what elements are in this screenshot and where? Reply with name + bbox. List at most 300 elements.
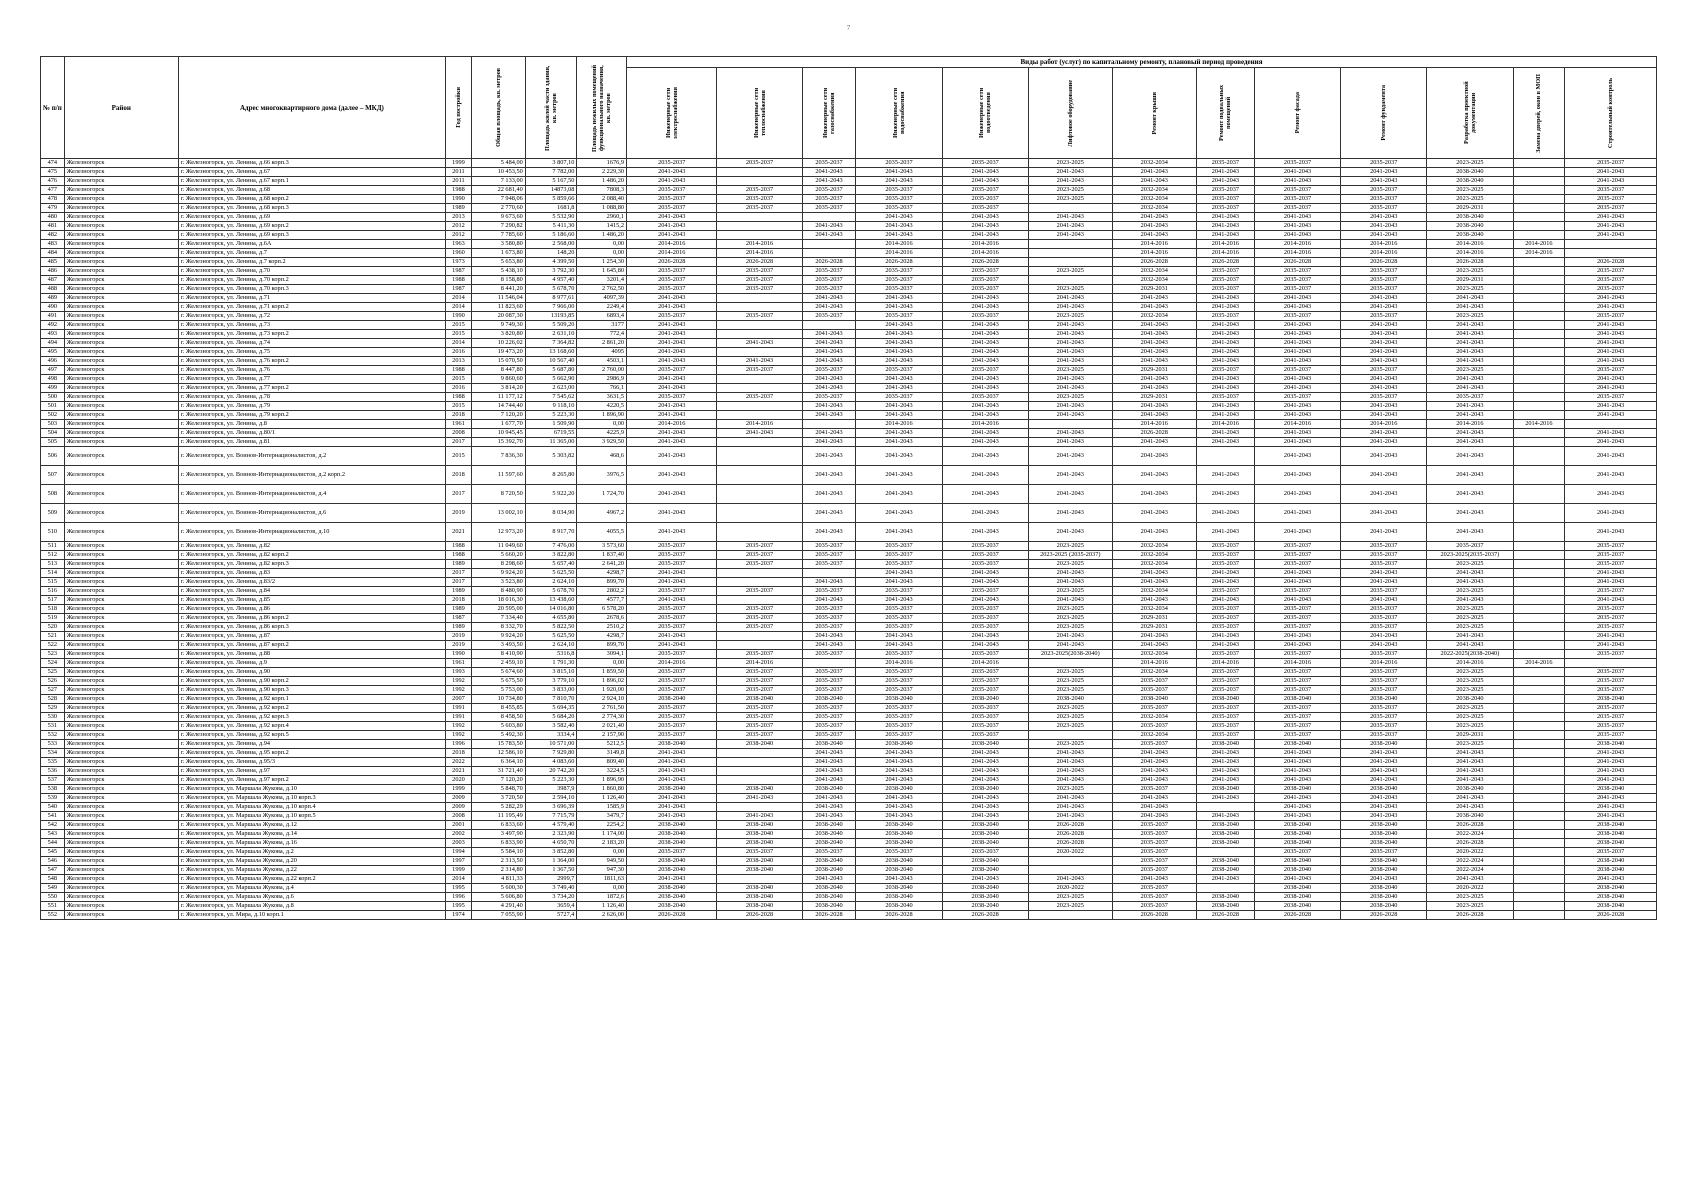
cell-nonres-area: 4298,7 xyxy=(577,632,627,641)
header-work-2: Инженерные сети газоснабжения xyxy=(802,68,856,159)
cell-work-1 xyxy=(717,569,802,578)
cell-work-7: 2041-2043 xyxy=(1196,339,1254,348)
cell-work-1: 2035-2037 xyxy=(717,285,802,294)
cell-year: 2016 xyxy=(446,384,472,393)
cell-no: 489 xyxy=(41,294,65,303)
cell-address: г. Железногорск, ул. Маршала Жукова, д.10 корп.5 xyxy=(178,812,445,821)
cell-work-5: 2023-2025 xyxy=(1028,677,1112,686)
cell-work-7: 2041-2043 xyxy=(1196,402,1254,411)
cell-work-3: 2038-2040 xyxy=(856,785,942,794)
cell-work-10: 2041-2043 xyxy=(1427,429,1513,438)
cell-work-1 xyxy=(717,330,802,339)
cell-address: г. Железногорск, ул. Ленина, д.7 корп.2 xyxy=(178,258,445,267)
cell-no: 532 xyxy=(41,731,65,740)
cell-work-8: 2035-2037 xyxy=(1254,204,1340,213)
cell-work-3: 2026-2028 xyxy=(856,911,942,920)
cell-work-6: 2029-2031 xyxy=(1112,285,1196,294)
cell-work-5: 2041-2043 xyxy=(1028,812,1112,821)
cell-work-6: 2014-2016 xyxy=(1112,420,1196,429)
cell-nonres-area: 3 929,50 xyxy=(577,438,627,447)
cell-living-area: 6719,55 xyxy=(525,429,577,438)
cell-work-10: 2041-2043 xyxy=(1427,294,1513,303)
cell-work-2: 2041-2043 xyxy=(802,803,856,812)
cell-nonres-area: 1676,9 xyxy=(577,159,627,168)
cell-total-area: 8 158,80 xyxy=(471,276,525,285)
cell-work-12: 2035-2037 xyxy=(1565,686,1657,695)
cell-nonres-area: 0,00 xyxy=(577,240,627,249)
cell-work-9: 2035-2037 xyxy=(1341,668,1427,677)
cell-work-5: 2038-2040 xyxy=(1028,695,1112,704)
cell-work-4: 2038-2040 xyxy=(942,695,1028,704)
cell-work-3: 2038-2040 xyxy=(856,902,942,911)
cell-work-4: 2035-2037 xyxy=(942,587,1028,596)
cell-work-10: 2023-2025 xyxy=(1427,668,1513,677)
cell-total-area: 22 681,40 xyxy=(471,186,525,195)
cell-district: Железногорск xyxy=(64,330,178,339)
table-row xyxy=(41,240,1657,249)
cell-work-12: 2038-2040 xyxy=(1565,740,1657,749)
cell-work-0: 2035-2037 xyxy=(627,195,717,204)
cell-work-7: 2041-2043 xyxy=(1196,411,1254,420)
cell-work-1: 2035-2037 xyxy=(717,186,802,195)
cell-work-2 xyxy=(802,249,856,258)
cell-district: Железногорск xyxy=(64,357,178,366)
cell-work-5: 2041-2043 xyxy=(1028,339,1112,348)
cell-work-8: 2038-2040 xyxy=(1254,821,1340,830)
cell-work-10: 2023-2025 xyxy=(1427,713,1513,722)
cell-living-area: 5 922,20 xyxy=(525,485,577,504)
cell-nonres-area: 1 896,90 xyxy=(577,411,627,420)
cell-district: Железногорск xyxy=(64,411,178,420)
cell-work-7: 2035-2037 xyxy=(1196,542,1254,551)
cell-work-9: 2014-2016 xyxy=(1341,240,1427,249)
cell-work-6: 2041-2043 xyxy=(1112,330,1196,339)
cell-work-2: 2041-2043 xyxy=(802,812,856,821)
table-row xyxy=(41,285,1657,294)
cell-work-10: 2041-2043 xyxy=(1427,632,1513,641)
cell-nonres-area: 4503,1 xyxy=(577,357,627,366)
table-row xyxy=(41,551,1657,560)
cell-work-8: 2041-2043 xyxy=(1254,330,1340,339)
cell-district: Железногорск xyxy=(64,402,178,411)
cell-nonres-area: 468,6 xyxy=(577,447,627,466)
cell-work-3: 2041-2043 xyxy=(856,485,942,504)
cell-total-area: 5 753,00 xyxy=(471,686,525,695)
cell-work-8: 2035-2037 xyxy=(1254,276,1340,285)
table-row xyxy=(41,812,1657,821)
cell-work-0: 2041-2043 xyxy=(627,641,717,650)
cell-work-4: 2035-2037 xyxy=(942,285,1028,294)
cell-work-5: 2023-2025 xyxy=(1028,713,1112,722)
cell-nonres-area: 5212,5 xyxy=(577,740,627,749)
cell-district: Железногорск xyxy=(64,420,178,429)
cell-work-9: 2014-2016 xyxy=(1341,659,1427,668)
cell-address: г. Железногорск, ул. Ленина, д.92 корп.1 xyxy=(178,695,445,704)
cell-work-7: 2041-2043 xyxy=(1196,767,1254,776)
cell-nonres-area: 3149,8 xyxy=(577,749,627,758)
cell-no: 479 xyxy=(41,204,65,213)
cell-work-1 xyxy=(717,411,802,420)
cell-district: Железногорск xyxy=(64,285,178,294)
cell-year: 1994 xyxy=(446,848,472,857)
cell-work-2: 2041-2043 xyxy=(802,375,856,384)
cell-work-7: 2035-2037 xyxy=(1196,285,1254,294)
cell-work-8: 2035-2037 xyxy=(1254,551,1340,560)
cell-nonres-area: 3224,5 xyxy=(577,767,627,776)
cell-total-area: 12 586,10 xyxy=(471,749,525,758)
cell-work-0: 2014-2016 xyxy=(627,659,717,668)
cell-work-8: 2038-2040 xyxy=(1254,884,1340,893)
cell-work-8: 2041-2043 xyxy=(1254,632,1340,641)
cell-total-area: 3 720,50 xyxy=(471,794,525,803)
cell-work-11 xyxy=(1513,821,1565,830)
cell-work-9: 2035-2037 xyxy=(1341,276,1427,285)
cell-work-12: 2035-2037 xyxy=(1565,614,1657,623)
cell-total-area: 8 458,50 xyxy=(471,713,525,722)
cell-work-11 xyxy=(1513,884,1565,893)
cell-year: 1995 xyxy=(446,884,472,893)
cell-living-area: 5 687,80 xyxy=(525,366,577,375)
cell-work-0: 2041-2043 xyxy=(627,803,717,812)
cell-work-3: 2041-2043 xyxy=(856,357,942,366)
cell-work-7: 2038-2040 xyxy=(1196,866,1254,875)
cell-work-11 xyxy=(1513,740,1565,749)
cell-work-6: 2041-2043 xyxy=(1112,767,1196,776)
cell-work-12: 2035-2037 xyxy=(1565,605,1657,614)
cell-work-4: 2035-2037 xyxy=(942,605,1028,614)
cell-living-area: 5 532,90 xyxy=(525,213,577,222)
cell-living-area: 2 594,10 xyxy=(525,794,577,803)
cell-work-2: 2041-2043 xyxy=(802,632,856,641)
table-row xyxy=(41,623,1657,632)
cell-work-9: 2035-2037 xyxy=(1341,312,1427,321)
cell-work-3: 2035-2037 xyxy=(856,713,942,722)
cell-work-5: 2041-2043 xyxy=(1028,569,1112,578)
cell-no: 547 xyxy=(41,866,65,875)
cell-work-9: 2041-2043 xyxy=(1341,523,1427,542)
table-row xyxy=(41,213,1657,222)
cell-total-area: 15 392,70 xyxy=(471,438,525,447)
table-row xyxy=(41,294,1657,303)
cell-district: Железногорск xyxy=(64,447,178,466)
cell-work-4: 2041-2043 xyxy=(942,641,1028,650)
cell-work-1: 2014-2016 xyxy=(717,420,802,429)
cell-work-9: 2035-2037 xyxy=(1341,623,1427,632)
cell-work-0: 2035-2037 xyxy=(627,366,717,375)
cell-work-12: 2035-2037 xyxy=(1565,677,1657,686)
cell-work-5: 2041-2043 xyxy=(1028,447,1112,466)
cell-district: Железногорск xyxy=(64,429,178,438)
cell-work-2: 2041-2043 xyxy=(802,222,856,231)
cell-work-9: 2041-2043 xyxy=(1341,632,1427,641)
cell-living-area: 5 678,70 xyxy=(525,587,577,596)
cell-work-7 xyxy=(1196,803,1254,812)
cell-work-10: 2038-2040 xyxy=(1427,168,1513,177)
cell-work-7: 2035-2037 xyxy=(1196,686,1254,695)
cell-work-11 xyxy=(1513,848,1565,857)
cell-work-10: 2041-2043 xyxy=(1427,402,1513,411)
cell-no: 500 xyxy=(41,393,65,402)
cell-work-1: 2035-2037 xyxy=(717,605,802,614)
cell-living-area: 2 623,00 xyxy=(525,384,577,393)
cell-work-6: 2041-2043 xyxy=(1112,357,1196,366)
cell-address: г. Железногорск, ул. Ленина, д.87 xyxy=(178,632,445,641)
cell-work-4: 2041-2043 xyxy=(942,875,1028,884)
cell-work-4: 2041-2043 xyxy=(942,375,1028,384)
cell-work-1: 2035-2037 xyxy=(717,587,802,596)
cell-work-6: 2035-2037 xyxy=(1112,686,1196,695)
cell-nonres-area: 1 859,50 xyxy=(577,668,627,677)
cell-address: г. Железногорск, ул. Ленина, д.69 корп.3 xyxy=(178,231,445,240)
cell-no: 548 xyxy=(41,875,65,884)
cell-address: г. Железногорск, ул. Ленина, д.92 корп.3 xyxy=(178,713,445,722)
cell-work-2 xyxy=(802,659,856,668)
cell-living-area: 5 684,20 xyxy=(525,713,577,722)
cell-district: Железногорск xyxy=(64,893,178,902)
cell-work-5: 2041-2043 xyxy=(1028,168,1112,177)
cell-work-3: 2035-2037 xyxy=(856,159,942,168)
cell-work-12: 2035-2037 xyxy=(1565,551,1657,560)
cell-work-6: 2041-2043 xyxy=(1112,222,1196,231)
cell-work-5 xyxy=(1028,731,1112,740)
cell-work-2 xyxy=(802,213,856,222)
cell-total-area: 5 848,70 xyxy=(471,785,525,794)
cell-work-6: 2032-2034 xyxy=(1112,186,1196,195)
cell-work-9: 2035-2037 xyxy=(1341,650,1427,659)
cell-work-6: 2026-2028 xyxy=(1112,258,1196,267)
cell-work-5: 2023-2025 xyxy=(1028,312,1112,321)
cell-nonres-area: 2 762,50 xyxy=(577,285,627,294)
cell-year: 2017 xyxy=(446,438,472,447)
cell-no: 512 xyxy=(41,551,65,560)
cell-work-6: 2032-2034 xyxy=(1112,159,1196,168)
cell-total-area: 13 002,10 xyxy=(471,504,525,523)
cell-year: 2014 xyxy=(446,875,472,884)
cell-total-area: 11 546,04 xyxy=(471,294,525,303)
cell-work-1: 2035-2037 xyxy=(717,668,802,677)
cell-work-4: 2041-2043 xyxy=(942,348,1028,357)
cell-work-3: 2026-2028 xyxy=(856,258,942,267)
cell-work-11 xyxy=(1513,402,1565,411)
cell-work-1 xyxy=(717,384,802,393)
cell-work-10: 2041-2043 xyxy=(1427,303,1513,312)
cell-work-0: 2041-2043 xyxy=(627,875,717,884)
cell-work-5: 2023-2025 xyxy=(1028,785,1112,794)
cell-work-1: 2035-2037 xyxy=(717,195,802,204)
cell-work-4: 2026-2028 xyxy=(942,258,1028,267)
cell-work-2: 2041-2043 xyxy=(802,411,856,420)
table-row xyxy=(41,348,1657,357)
cell-district: Железногорск xyxy=(64,485,178,504)
cell-work-9: 2035-2037 xyxy=(1341,366,1427,375)
cell-work-7: 2035-2037 xyxy=(1196,722,1254,731)
cell-address: г. Железногорск, ул. Маршала Жукова, д.10 xyxy=(178,785,445,794)
cell-work-9: 2035-2037 xyxy=(1341,159,1427,168)
cell-work-8: 2041-2043 xyxy=(1254,875,1340,884)
cell-work-4: 2014-2016 xyxy=(942,249,1028,258)
cell-work-9: 2041-2043 xyxy=(1341,168,1427,177)
cell-work-9: 2041-2043 xyxy=(1341,384,1427,393)
cell-work-9: 2041-2043 xyxy=(1341,794,1427,803)
cell-work-2: 2035-2037 xyxy=(802,267,856,276)
table-row xyxy=(41,504,1657,523)
cell-work-4: 2041-2043 xyxy=(942,168,1028,177)
cell-work-10: 2041-2043 xyxy=(1427,758,1513,767)
cell-work-9: 2041-2043 xyxy=(1341,438,1427,447)
cell-year: 1991 xyxy=(446,713,472,722)
cell-work-1 xyxy=(717,776,802,785)
cell-work-9: 2041-2043 xyxy=(1341,767,1427,776)
cell-district: Железногорск xyxy=(64,587,178,596)
cell-year: 1996 xyxy=(446,740,472,749)
cell-work-8: 2035-2037 xyxy=(1254,614,1340,623)
cell-living-area: 9 118,10 xyxy=(525,402,577,411)
cell-work-2: 2041-2043 xyxy=(802,767,856,776)
cell-work-9: 2041-2043 xyxy=(1341,578,1427,587)
cell-work-5: 2023-2025 xyxy=(1028,740,1112,749)
cell-work-0: 2035-2037 xyxy=(627,848,717,857)
cell-work-8: 2041-2043 xyxy=(1254,294,1340,303)
cell-work-4: 2038-2040 xyxy=(942,821,1028,830)
cell-no: 523 xyxy=(41,650,65,659)
cell-district: Железногорск xyxy=(64,668,178,677)
cell-work-7: 2041-2043 xyxy=(1196,485,1254,504)
cell-address: г. Железногорск, ул. Маршала Жукова, д.8 xyxy=(178,902,445,911)
cell-work-6: 2029-2031 xyxy=(1112,623,1196,632)
cell-work-1 xyxy=(717,168,802,177)
cell-work-8: 2035-2037 xyxy=(1254,704,1340,713)
cell-work-1: 2038-2040 xyxy=(717,902,802,911)
cell-address: г. Железногорск, ул. Ленина, д.67 xyxy=(178,168,445,177)
cell-nonres-area: 2960,1 xyxy=(577,213,627,222)
cell-work-4: 2035-2037 xyxy=(942,614,1028,623)
cell-living-area: 1 364,00 xyxy=(525,857,577,866)
cell-work-3: 2035-2037 xyxy=(856,195,942,204)
cell-address: г. Железногорск, ул. Ленина, д.92 корп.5 xyxy=(178,731,445,740)
cell-living-area: 3 833,00 xyxy=(525,686,577,695)
cell-work-0: 2041-2043 xyxy=(627,632,717,641)
cell-work-11 xyxy=(1513,731,1565,740)
cell-total-area: 6 833,60 xyxy=(471,821,525,830)
cell-work-6: 2035-2037 xyxy=(1112,848,1196,857)
cell-work-12: 2041-2043 xyxy=(1565,294,1657,303)
cell-work-5: 2023-2025 xyxy=(1028,366,1112,375)
cell-living-area: 13193,85 xyxy=(525,312,577,321)
cell-year: 2019 xyxy=(446,504,472,523)
cell-work-4: 2041-2043 xyxy=(942,294,1028,303)
cell-nonres-area: 1 896,02 xyxy=(577,677,627,686)
cell-work-4: 2041-2043 xyxy=(942,429,1028,438)
cell-address: г. Железногорск, ул. Ленина, д.82 корп.3 xyxy=(178,560,445,569)
cell-work-5: 2041-2043 xyxy=(1028,348,1112,357)
cell-work-0: 2038-2040 xyxy=(627,821,717,830)
cell-work-1 xyxy=(717,578,802,587)
cell-address: г. Железногорск, ул. Ленина, д.6А xyxy=(178,240,445,249)
cell-nonres-area: 809,40 xyxy=(577,758,627,767)
cell-year: 2016 xyxy=(446,348,472,357)
cell-nonres-area: 2 157,90 xyxy=(577,731,627,740)
cell-work-11 xyxy=(1513,560,1565,569)
cell-work-12: 2035-2037 xyxy=(1565,704,1657,713)
cell-no: 528 xyxy=(41,695,65,704)
cell-work-8: 2035-2037 xyxy=(1254,267,1340,276)
cell-total-area: 6 364,10 xyxy=(471,758,525,767)
cell-work-11 xyxy=(1513,213,1565,222)
cell-work-9: 2041-2043 xyxy=(1341,749,1427,758)
cell-work-12: 2041-2043 xyxy=(1565,641,1657,650)
cell-work-5: 2041-2043 xyxy=(1028,641,1112,650)
cell-work-3: 2041-2043 xyxy=(856,384,942,393)
cell-work-0: 2041-2043 xyxy=(627,222,717,231)
cell-work-12: 2041-2043 xyxy=(1565,523,1657,542)
cell-work-2: 2035-2037 xyxy=(802,204,856,213)
cell-no: 492 xyxy=(41,321,65,330)
cell-nonres-area: 1 896,90 xyxy=(577,776,627,785)
cell-work-5: 2041-2043 xyxy=(1028,375,1112,384)
cell-work-1 xyxy=(717,803,802,812)
cell-work-2: 2038-2040 xyxy=(802,839,856,848)
cell-work-10: 2023-2025 xyxy=(1427,623,1513,632)
cell-work-7: 2035-2037 xyxy=(1196,623,1254,632)
cell-living-area: 5 186,60 xyxy=(525,231,577,240)
cell-work-9: 2041-2043 xyxy=(1341,402,1427,411)
cell-work-6: 2041-2043 xyxy=(1112,776,1196,785)
cell-work-12: 2041-2043 xyxy=(1565,578,1657,587)
cell-total-area: 7 120,20 xyxy=(471,776,525,785)
cell-work-3: 2041-2043 xyxy=(856,339,942,348)
cell-work-8: 2041-2043 xyxy=(1254,523,1340,542)
cell-no: 537 xyxy=(41,776,65,785)
cell-work-2: 2038-2040 xyxy=(802,857,856,866)
cell-work-10: 2029-2031 xyxy=(1427,731,1513,740)
cell-no: 495 xyxy=(41,348,65,357)
cell-address: г. Железногорск, ул. Ленина, д.9 xyxy=(178,659,445,668)
cell-work-1: 2026-2028 xyxy=(717,258,802,267)
cell-year: 2021 xyxy=(446,523,472,542)
cell-work-6: 2032-2034 xyxy=(1112,551,1196,560)
cell-year: 1987 xyxy=(446,285,472,294)
cell-work-5: 2026-2028 xyxy=(1028,830,1112,839)
cell-work-11 xyxy=(1513,177,1565,186)
cell-work-3: 2041-2043 xyxy=(856,348,942,357)
cell-work-4: 2041-2043 xyxy=(942,177,1028,186)
cell-year: 2015 xyxy=(446,375,472,384)
cell-total-area: 12 973,20 xyxy=(471,523,525,542)
cell-work-10: 2041-2043 xyxy=(1427,384,1513,393)
cell-nonres-area: 1 860,80 xyxy=(577,785,627,794)
cell-work-6: 2041-2043 xyxy=(1112,569,1196,578)
cell-district: Железногорск xyxy=(64,213,178,222)
cell-work-4: 2035-2037 xyxy=(942,731,1028,740)
cell-total-area: 9 673,60 xyxy=(471,213,525,222)
cell-year: 1992 xyxy=(446,722,472,731)
cell-work-12: 2041-2043 xyxy=(1565,466,1657,485)
cell-work-2: 2041-2043 xyxy=(802,303,856,312)
cell-work-2: 2035-2037 xyxy=(802,605,856,614)
cell-no: 514 xyxy=(41,569,65,578)
cell-total-area: 3 493,50 xyxy=(471,641,525,650)
cell-year: 2017 xyxy=(446,485,472,504)
table-row xyxy=(41,902,1657,911)
cell-address: г. Железногорск, ул. Маршала Жукова, д.16 xyxy=(178,839,445,848)
cell-nonres-area: 766,1 xyxy=(577,384,627,393)
cell-work-11 xyxy=(1513,722,1565,731)
cell-district: Железногорск xyxy=(64,438,178,447)
cell-work-1: 2035-2037 xyxy=(717,542,802,551)
cell-work-2: 2041-2043 xyxy=(802,749,856,758)
cell-district: Железногорск xyxy=(64,303,178,312)
cell-work-8: 2041-2043 xyxy=(1254,348,1340,357)
